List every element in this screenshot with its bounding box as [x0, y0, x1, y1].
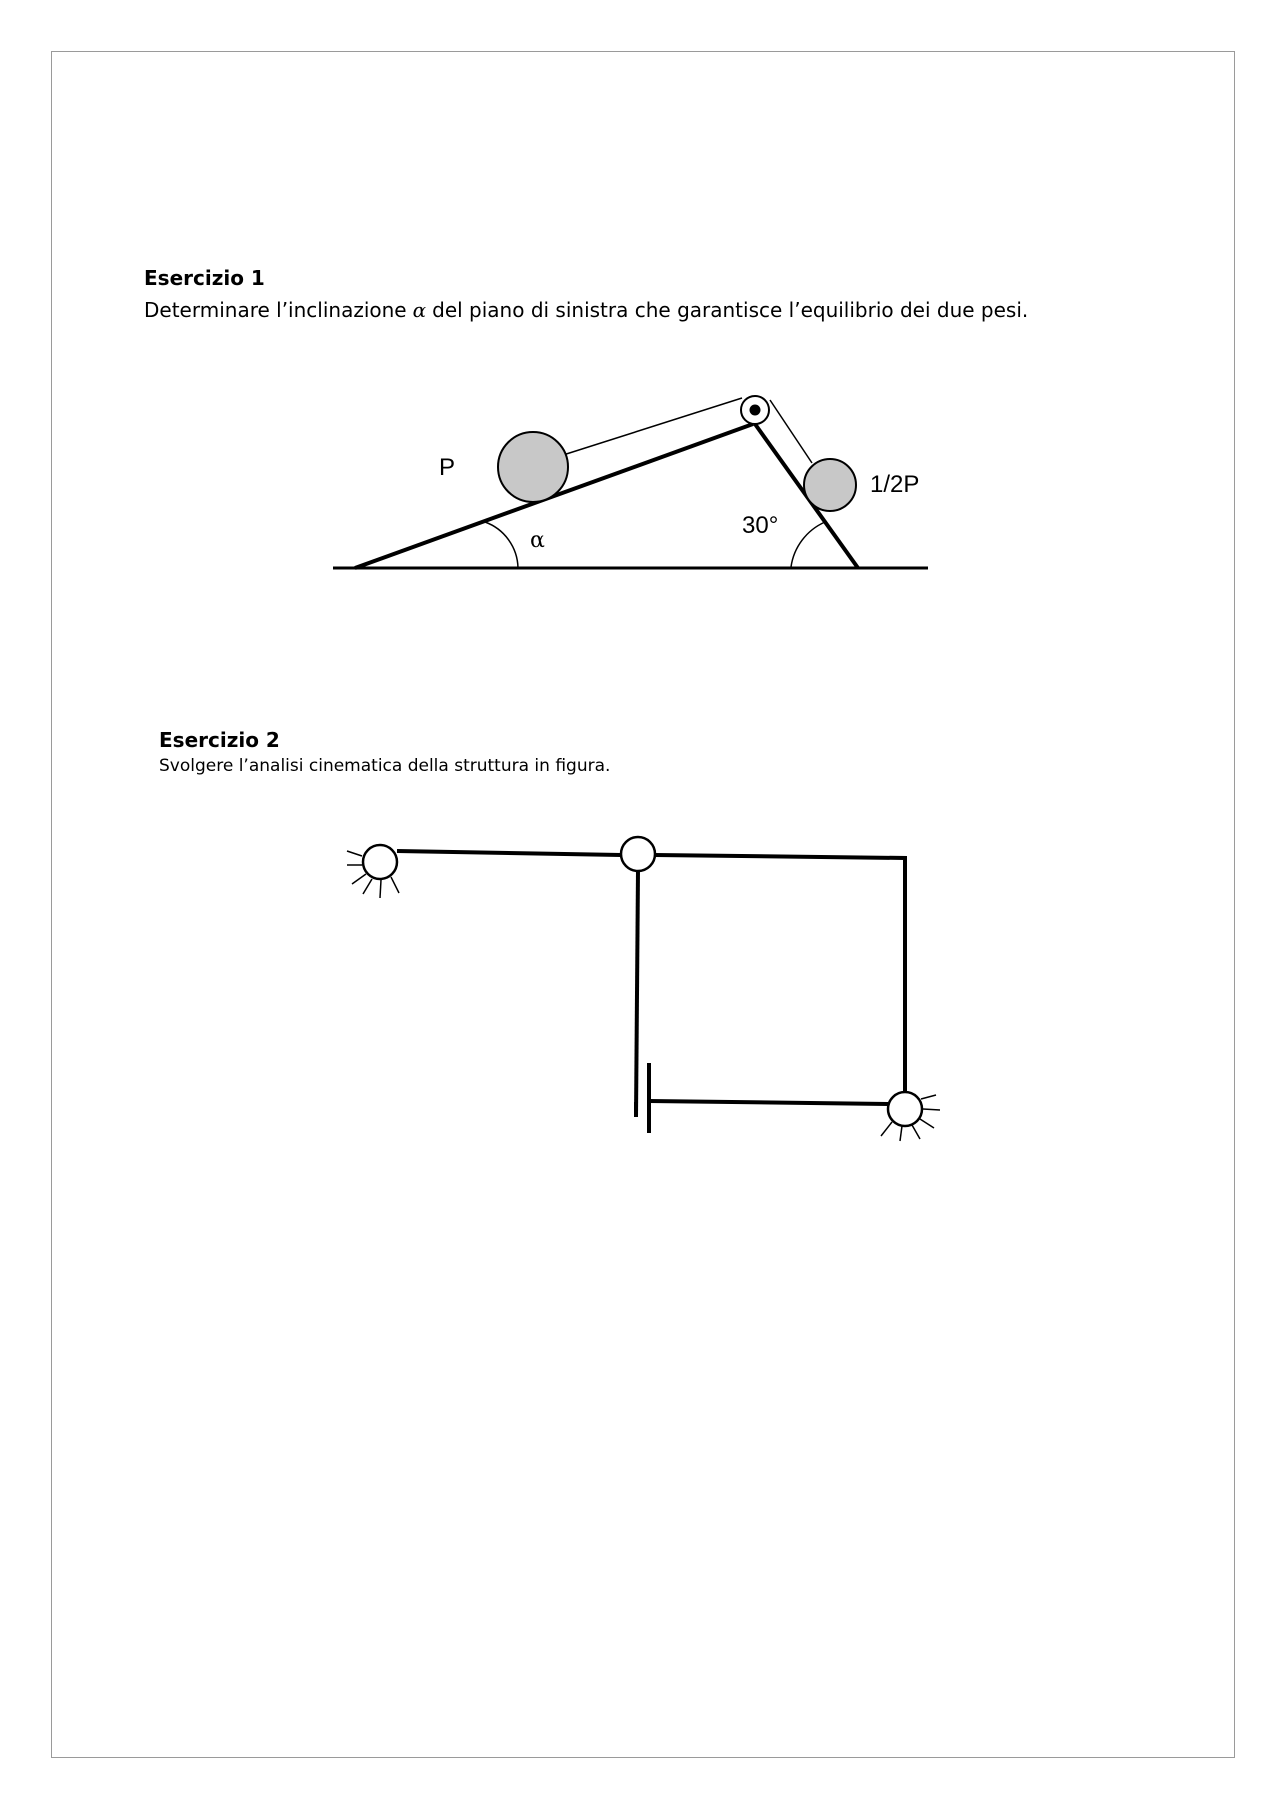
alpha-symbol: α	[412, 298, 427, 322]
exercise-2-title: Esercizio 2	[159, 728, 280, 752]
angle-arc-alpha	[485, 522, 518, 568]
label-angle-30: 30°	[742, 512, 779, 539]
exercise-2-text: Svolgere l’analisi cinematica della struttura in figura.	[159, 756, 611, 776]
weight-left	[498, 432, 568, 502]
exercise-1-title: Esercizio 1	[144, 266, 265, 290]
exercise-1-figure	[0, 0, 1280, 620]
angle-arc-30	[791, 522, 825, 567]
label-weight-left: P	[439, 454, 456, 481]
exercise-1-text-after: del piano di sinistra che garantisce l’equilibrio dei due pesi.	[432, 298, 1029, 322]
label-angle-alpha: α	[530, 528, 545, 553]
pulley-pin	[750, 405, 761, 416]
exercise-1-text-before: Determinare l’inclinazione	[144, 298, 407, 322]
weight-right	[804, 459, 856, 511]
rope-left	[560, 398, 742, 456]
label-weight-right: 1/2P	[870, 471, 920, 498]
